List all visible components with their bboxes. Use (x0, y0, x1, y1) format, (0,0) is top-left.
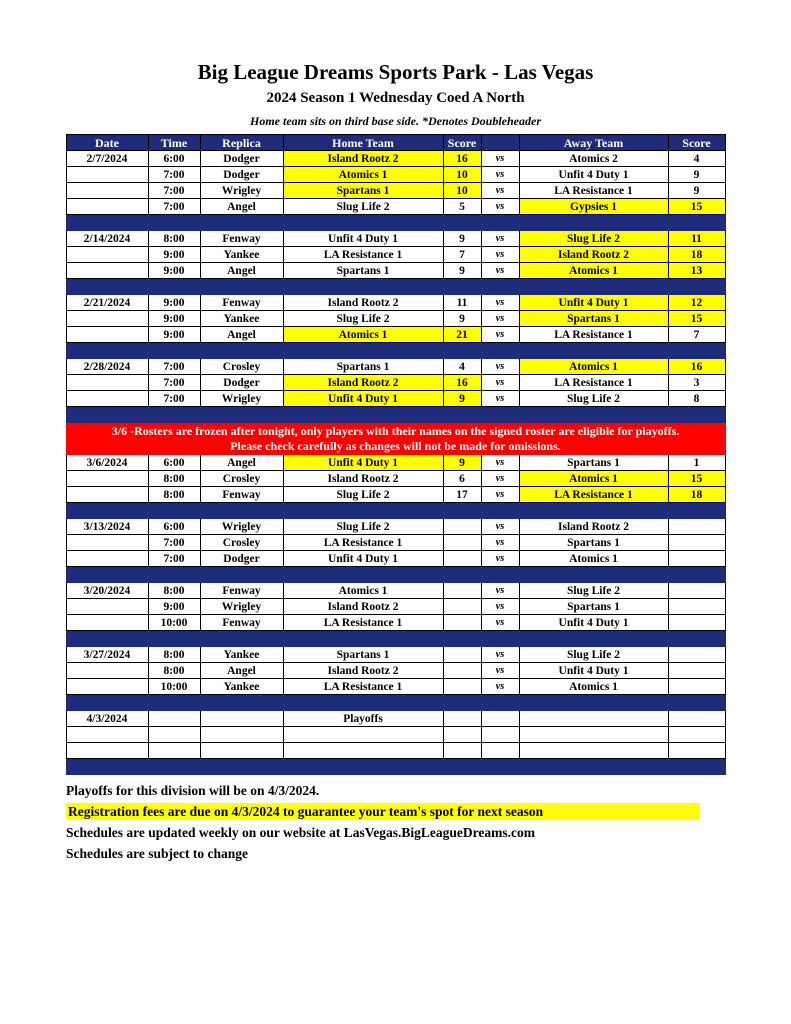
replica-cell: Crosley (200, 471, 283, 487)
away-team-cell: Spartans 1 (519, 455, 668, 471)
empty-cell (668, 727, 725, 743)
away-team-cell: Atomics 1 (519, 551, 668, 567)
schedule-row (66, 583, 725, 599)
home-team-cell: Island Rootz 2 (283, 295, 443, 311)
away-score-cell: 11 (668, 231, 725, 247)
away-score-cell (668, 679, 725, 695)
vs-cell: vs (481, 487, 519, 503)
home-team-cell: Playoffs (283, 711, 443, 727)
home-score-cell (443, 615, 481, 631)
empty-cell (481, 743, 519, 759)
date-cell (66, 167, 148, 183)
time-cell: 9:00 (148, 295, 200, 311)
schedule-row (66, 183, 725, 199)
home-team-cell: Island Rootz 2 (283, 151, 443, 167)
time-cell: 7:00 (148, 375, 200, 391)
empty-cell (283, 743, 443, 759)
vs-cell: vs (481, 263, 519, 279)
section-divider (66, 631, 725, 647)
home-team-cell: Atomics 1 (283, 167, 443, 183)
time-cell: 8:00 (148, 471, 200, 487)
replica-cell: Dodger (200, 375, 283, 391)
vs-cell: vs (481, 359, 519, 375)
vs-cell: vs (481, 663, 519, 679)
away-team-cell: Atomics 1 (519, 471, 668, 487)
schedule-row (66, 375, 725, 391)
date-cell (66, 679, 148, 695)
col-header-home-score: Score (443, 135, 481, 151)
col-header-vs (481, 135, 519, 151)
time-cell: 7:00 (148, 199, 200, 215)
replica-cell: Fenway (200, 583, 283, 599)
vs-cell: vs (481, 647, 519, 663)
home-score-cell (443, 679, 481, 695)
away-team-cell: Island Rootz 2 (519, 247, 668, 263)
away-score-cell (668, 663, 725, 679)
time-cell: 7:00 (148, 391, 200, 407)
home-score-cell: 9 (443, 455, 481, 471)
replica-cell: Angel (200, 199, 283, 215)
away-score-cell: 8 (668, 391, 725, 407)
vs-cell: vs (481, 551, 519, 567)
vs-cell: vs (481, 519, 519, 535)
replica-cell: Yankee (200, 647, 283, 663)
section-divider (66, 279, 725, 295)
away-team-cell: Slug Life 2 (519, 583, 668, 599)
home-score-cell: 9 (443, 231, 481, 247)
date-cell: 2/14/2024 (66, 231, 148, 247)
blank-row (66, 727, 725, 743)
replica-cell: Wrigley (200, 599, 283, 615)
date-cell (66, 551, 148, 567)
replica-cell: Fenway (200, 231, 283, 247)
date-cell: 2/7/2024 (66, 151, 148, 167)
time-cell: 7:00 (148, 551, 200, 567)
replica-cell: Wrigley (200, 183, 283, 199)
notice-line-1: 3/6 -Rosters are frozen after tonight, only players with their names on the signed roster are eligible for playoffs. (111, 423, 680, 438)
vs-cell: vs (481, 455, 519, 471)
away-team-cell: Unfit 4 Duty 1 (519, 295, 668, 311)
away-team-cell: Slug Life 2 (519, 231, 668, 247)
empty-cell (200, 727, 283, 743)
replica-cell: Wrigley (200, 391, 283, 407)
empty-cell (519, 743, 668, 759)
home-score-cell: 4 (443, 359, 481, 375)
time-cell (148, 711, 200, 727)
vs-cell: vs (481, 167, 519, 183)
home-team-cell: Unfit 4 Duty 1 (283, 231, 443, 247)
date-cell (66, 199, 148, 215)
empty-cell (148, 727, 200, 743)
replica-cell: Angel (200, 455, 283, 471)
time-cell: 9:00 (148, 311, 200, 327)
time-cell: 6:00 (148, 455, 200, 471)
home-score-cell (443, 519, 481, 535)
section-divider (66, 215, 725, 231)
home-team-cell: Island Rootz 2 (283, 599, 443, 615)
replica-cell: Angel (200, 663, 283, 679)
away-score-cell: 15 (668, 471, 725, 487)
vs-cell: vs (481, 311, 519, 327)
schedule-row (66, 663, 725, 679)
section-divider-row (66, 695, 725, 711)
date-cell (66, 615, 148, 631)
time-cell: 6:00 (148, 519, 200, 535)
home-score-cell (443, 647, 481, 663)
home-score-cell (443, 711, 481, 727)
home-team-cell: Atomics 1 (283, 583, 443, 599)
home-team-cell: LA Resistance 1 (283, 615, 443, 631)
col-header-away-team: Away Team (519, 135, 668, 151)
empty-cell (200, 743, 283, 759)
away-team-cell: Island Rootz 2 (519, 519, 668, 535)
vs-cell: vs (481, 615, 519, 631)
schedule-row (66, 679, 725, 695)
home-team-cell: Island Rootz 2 (283, 663, 443, 679)
home-score-cell: 9 (443, 263, 481, 279)
home-score-cell (443, 599, 481, 615)
schedule-row (66, 487, 725, 503)
time-cell: 7:00 (148, 183, 200, 199)
date-cell (66, 247, 148, 263)
away-score-cell: 15 (668, 199, 725, 215)
schedule-row (66, 311, 725, 327)
home-score-cell: 21 (443, 327, 481, 343)
away-score-cell: 9 (668, 183, 725, 199)
date-cell (66, 487, 148, 503)
home-team-cell: Slug Life 2 (283, 311, 443, 327)
col-header-home-team: Home Team (283, 135, 443, 151)
vs-cell: vs (481, 231, 519, 247)
schedule-row (66, 327, 725, 343)
roster-freeze-notice (66, 423, 725, 455)
time-cell: 10:00 (148, 679, 200, 695)
home-team-cell: Slug Life 2 (283, 487, 443, 503)
empty-cell (443, 743, 481, 759)
schedule-row (66, 647, 725, 663)
page-note: Home team sits on third base side. *Denotes Doubleheader (250, 114, 541, 128)
vs-cell: vs (481, 247, 519, 263)
away-team-cell: Spartans 1 (519, 535, 668, 551)
away-score-cell: 7 (668, 327, 725, 343)
away-score-cell (668, 647, 725, 663)
home-team-cell: Unfit 4 Duty 1 (283, 551, 443, 567)
empty-cell (66, 743, 148, 759)
away-team-cell: Atomics 1 (519, 263, 668, 279)
time-cell: 9:00 (148, 247, 200, 263)
section-divider (66, 343, 725, 359)
notice-line-2: Please check carefully as changes will not be made for omissions. (230, 438, 561, 453)
home-team-cell: LA Resistance 1 (283, 247, 443, 263)
time-cell: 8:00 (148, 647, 200, 663)
section-divider (66, 567, 725, 583)
vs-cell (481, 711, 519, 727)
section-divider-row (66, 503, 725, 519)
away-score-cell: 4 (668, 151, 725, 167)
home-score-cell: 7 (443, 247, 481, 263)
away-team-cell: Slug Life 2 (519, 647, 668, 663)
date-cell: 4/3/2024 (66, 711, 148, 727)
blank-row (66, 743, 725, 759)
date-cell: 2/21/2024 (66, 295, 148, 311)
home-team-cell: Atomics 1 (283, 327, 443, 343)
empty-cell (519, 727, 668, 743)
away-score-cell (668, 599, 725, 615)
registration-note: Registration fees are due on 4/3/2024 to guarantee your team's spot for next season (66, 803, 700, 820)
home-score-cell: 16 (443, 151, 481, 167)
away-team-cell: Unfit 4 Duty 1 (519, 663, 668, 679)
section-divider-row (66, 215, 725, 231)
home-score-cell (443, 551, 481, 567)
section-divider (66, 695, 725, 711)
away-team-cell: LA Resistance 1 (519, 375, 668, 391)
replica-cell: Fenway (200, 295, 283, 311)
footer (66, 782, 791, 862)
away-score-cell: 1 (668, 455, 725, 471)
replica-cell: Dodger (200, 551, 283, 567)
playoffs-row (66, 711, 725, 727)
away-score-cell (668, 551, 725, 567)
notice-row (66, 423, 725, 455)
away-team-cell: Atomics 1 (519, 679, 668, 695)
away-team-cell: LA Resistance 1 (519, 327, 668, 343)
vs-cell: vs (481, 535, 519, 551)
time-cell: 10:00 (148, 615, 200, 631)
replica-cell: Yankee (200, 247, 283, 263)
time-cell: 8:00 (148, 231, 200, 247)
page-subtitle: 2024 Season 1 Wednesday Coed A North (266, 90, 525, 106)
away-team-cell: Unfit 4 Duty 1 (519, 167, 668, 183)
home-score-cell: 9 (443, 311, 481, 327)
home-score-cell (443, 535, 481, 551)
vs-cell: vs (481, 583, 519, 599)
schedule-row (66, 535, 725, 551)
home-team-cell: Unfit 4 Duty 1 (283, 455, 443, 471)
schedule-row (66, 391, 725, 407)
replica-cell: Yankee (200, 679, 283, 695)
home-team-cell: Spartans 1 (283, 183, 443, 199)
home-score-cell: 6 (443, 471, 481, 487)
home-team-cell: Spartans 1 (283, 263, 443, 279)
time-cell: 9:00 (148, 263, 200, 279)
away-score-cell: 12 (668, 295, 725, 311)
home-score-cell: 11 (443, 295, 481, 311)
schedule-row (66, 295, 725, 311)
date-cell: 3/27/2024 (66, 647, 148, 663)
header-row (66, 135, 725, 151)
home-team-cell: Unfit 4 Duty 1 (283, 391, 443, 407)
col-header-away-score: Score (668, 135, 725, 151)
schedule-row (66, 551, 725, 567)
away-team-cell: Slug Life 2 (519, 391, 668, 407)
time-cell: 8:00 (148, 487, 200, 503)
schedule-row (66, 599, 725, 615)
schedule-row (66, 247, 725, 263)
schedule-row (66, 455, 725, 471)
date-cell (66, 375, 148, 391)
date-cell: 2/28/2024 (66, 359, 148, 375)
section-divider-row (66, 343, 725, 359)
date-cell (66, 391, 148, 407)
vs-cell: vs (481, 375, 519, 391)
section-divider (66, 503, 725, 519)
date-cell (66, 471, 148, 487)
date-cell (66, 263, 148, 279)
home-score-cell: 16 (443, 375, 481, 391)
away-score-cell (668, 583, 725, 599)
replica-cell (200, 711, 283, 727)
home-team-cell: Slug Life 2 (283, 199, 443, 215)
home-score-cell: 10 (443, 183, 481, 199)
page-title: Big League Dreams Sports Park - Las Vegas (197, 60, 594, 84)
vs-cell: vs (481, 295, 519, 311)
away-score-cell (668, 615, 725, 631)
section-divider-row (66, 567, 725, 583)
section-divider-row (66, 279, 725, 295)
date-cell: 3/20/2024 (66, 583, 148, 599)
replica-cell: Yankee (200, 311, 283, 327)
away-team-cell: Gypsies 1 (519, 199, 668, 215)
away-team-cell: Spartans 1 (519, 311, 668, 327)
vs-cell: vs (481, 679, 519, 695)
away-score-cell: 18 (668, 487, 725, 503)
replica-cell: Fenway (200, 615, 283, 631)
home-score-cell (443, 663, 481, 679)
away-score-cell: 16 (668, 359, 725, 375)
away-score-cell: 9 (668, 167, 725, 183)
time-cell: 7:00 (148, 167, 200, 183)
col-header-date: Date (66, 135, 148, 151)
home-score-cell (443, 583, 481, 599)
away-team-cell: Spartans 1 (519, 599, 668, 615)
schedule-row (66, 231, 725, 247)
empty-cell (481, 727, 519, 743)
away-team-cell: Atomics 2 (519, 151, 668, 167)
empty-cell (66, 727, 148, 743)
home-team-cell: LA Resistance 1 (283, 679, 443, 695)
schedule-row (66, 151, 725, 167)
section-divider-row (66, 759, 725, 775)
replica-cell: Angel (200, 263, 283, 279)
empty-cell (668, 743, 725, 759)
time-cell: 8:00 (148, 583, 200, 599)
home-score-cell: 5 (443, 199, 481, 215)
away-team-cell: LA Resistance 1 (519, 487, 668, 503)
section-divider-row (66, 407, 725, 423)
away-score-cell (668, 535, 725, 551)
vs-cell: vs (481, 183, 519, 199)
home-team-cell: Spartans 1 (283, 647, 443, 663)
home-team-cell: LA Resistance 1 (283, 535, 443, 551)
replica-cell: Crosley (200, 359, 283, 375)
time-cell: 6:00 (148, 151, 200, 167)
vs-cell: vs (481, 391, 519, 407)
home-team-cell: Island Rootz 2 (283, 375, 443, 391)
date-cell: 3/6/2024 (66, 455, 148, 471)
col-header-replica: Replica (200, 135, 283, 151)
replica-cell: Dodger (200, 167, 283, 183)
col-header-time: Time (148, 135, 200, 151)
away-score-cell: 3 (668, 375, 725, 391)
replica-cell: Wrigley (200, 519, 283, 535)
home-team-cell: Island Rootz 2 (283, 471, 443, 487)
playoffs-note: Playoffs for this division will be on 4/3/2024. (66, 783, 320, 798)
time-cell: 7:00 (148, 535, 200, 551)
date-cell: 3/13/2024 (66, 519, 148, 535)
vs-cell: vs (481, 327, 519, 343)
time-cell: 9:00 (148, 599, 200, 615)
date-cell (66, 327, 148, 343)
time-cell: 9:00 (148, 327, 200, 343)
home-score-cell: 9 (443, 391, 481, 407)
vs-cell: vs (481, 471, 519, 487)
schedule-row (66, 263, 725, 279)
date-cell (66, 663, 148, 679)
section-divider (66, 759, 725, 775)
vs-cell: vs (481, 199, 519, 215)
replica-cell: Crosley (200, 535, 283, 551)
section-divider (66, 407, 725, 423)
home-team-cell: Slug Life 2 (283, 519, 443, 535)
date-cell (66, 599, 148, 615)
empty-cell (148, 743, 200, 759)
away-team-cell: Atomics 1 (519, 359, 668, 375)
replica-cell: Angel (200, 327, 283, 343)
schedule-row (66, 615, 725, 631)
away-team-cell: LA Resistance 1 (519, 183, 668, 199)
schedule-row (66, 471, 725, 487)
section-divider-row (66, 631, 725, 647)
vs-cell: vs (481, 151, 519, 167)
schedule-row (66, 519, 725, 535)
away-team-cell (519, 711, 668, 727)
replica-cell: Dodger (200, 151, 283, 167)
away-team-cell: Unfit 4 Duty 1 (519, 615, 668, 631)
home-team-cell: Spartans 1 (283, 359, 443, 375)
date-cell (66, 535, 148, 551)
empty-cell (443, 727, 481, 743)
home-score-cell: 17 (443, 487, 481, 503)
website-note: Schedules are updated weekly on our website at LasVegas.BigLeagueDreams.com (66, 825, 536, 840)
date-cell (66, 183, 148, 199)
schedule-row (66, 359, 725, 375)
date-cell (66, 311, 148, 327)
away-score-cell (668, 711, 725, 727)
schedule-row (66, 167, 725, 183)
schedule-table (66, 134, 726, 775)
away-score-cell: 15 (668, 311, 725, 327)
subject-to-change-note: Schedules are subject to change (66, 846, 248, 861)
empty-cell (283, 727, 443, 743)
home-score-cell: 10 (443, 167, 481, 183)
vs-cell: vs (481, 599, 519, 615)
away-score-cell (668, 519, 725, 535)
time-cell: 8:00 (148, 663, 200, 679)
time-cell: 7:00 (148, 359, 200, 375)
replica-cell: Fenway (200, 487, 283, 503)
away-score-cell: 18 (668, 247, 725, 263)
away-score-cell: 13 (668, 263, 725, 279)
schedule-row (66, 199, 725, 215)
